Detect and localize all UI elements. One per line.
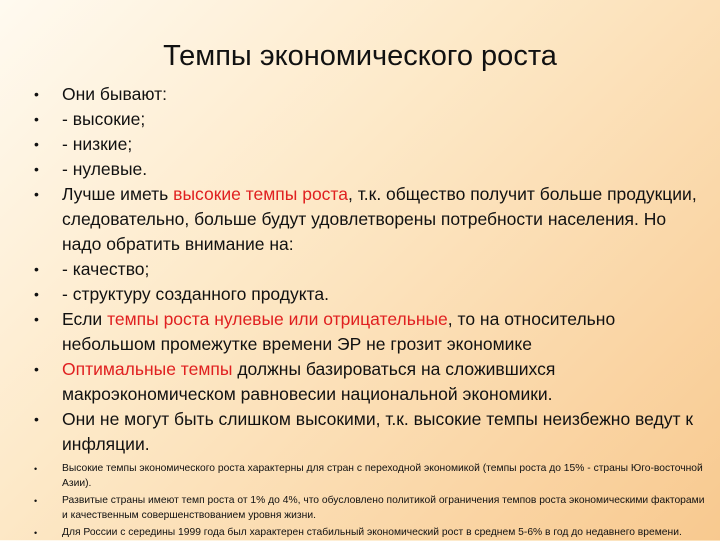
list-item: [34, 257, 706, 282]
note-text: Для России с середины 1999 года был характерен стабильный экономический рост в среднем 5-6% в год до недавнего времени.: [62, 527, 682, 538]
bullet-icon: •: [34, 186, 39, 202]
list-item: [34, 357, 706, 407]
item-text: Они не могут быть слишком высокими, т.к. высокие темпы неизбежно ведут к инфляции.: [62, 409, 693, 454]
list-item: [34, 107, 706, 132]
note-item: [34, 526, 706, 541]
bullet-icon: •: [34, 411, 39, 427]
note-item: [34, 494, 706, 523]
bullet-icon: •: [34, 286, 39, 302]
list-item: [34, 132, 706, 157]
bullet-icon: •: [34, 311, 39, 327]
bullet-icon: •: [34, 161, 39, 177]
bullet-icon: •: [34, 496, 38, 506]
slide-title: Темпы экономического роста: [163, 40, 557, 72]
item-text: Лучше иметь: [62, 184, 174, 204]
bullet-icon: •: [34, 361, 39, 377]
item-text: - качество;: [62, 259, 150, 279]
item-text: , т.к. общество получит больше продукции, следовательно, больше будут удовлетворены потребности населения. Но надо обратить внимание на:: [62, 184, 697, 254]
item-text: - высокие;: [62, 109, 146, 129]
list-item: [34, 307, 706, 357]
item-text: - нулевые.: [62, 159, 148, 179]
list-item: [34, 82, 706, 107]
highlight-text: высокие темпы роста: [173, 184, 348, 204]
highlight-text: темпы роста нулевые или отрицательные: [107, 309, 448, 329]
list-item: [34, 157, 706, 182]
item-text: Они бывают:: [62, 84, 167, 104]
bullet-icon: •: [34, 528, 38, 538]
item-text: , то на относительно небольшом промежутке времени ЭР не грозит экономике: [62, 309, 616, 354]
bullet-icon: •: [34, 136, 39, 152]
highlight-text: Оптимальные темпы: [62, 359, 233, 379]
bullet-icon: •: [34, 111, 39, 127]
list-item: [34, 182, 706, 257]
bullet-icon: •: [34, 86, 39, 102]
bullet-icon: •: [34, 261, 39, 277]
bullet-list: [34, 82, 706, 541]
item-text: должны базироваться на сложившихся макроэкономическом равновесии национальной экономики.: [62, 359, 556, 404]
item-text: Если: [62, 309, 108, 329]
item-text: - структуру созданного продукта.: [62, 284, 330, 304]
note-item: [34, 462, 706, 491]
note-text: Высокие темпы экономического роста характерны для стран с переходной экономикой (темпы роста до 15% - страны Юго-восточной Азии).: [62, 463, 703, 489]
bullet-icon: •: [34, 464, 38, 474]
item-text: - низкие;: [62, 134, 133, 154]
list-item: [34, 407, 706, 457]
note-text: Развитые страны имеют темп роста от 1% до 4%, что обусловлено политикой ограничения темпов роста экономическими факторами и качественным совершенствованием уровня жизни.: [62, 495, 705, 521]
list-item: [34, 282, 706, 307]
